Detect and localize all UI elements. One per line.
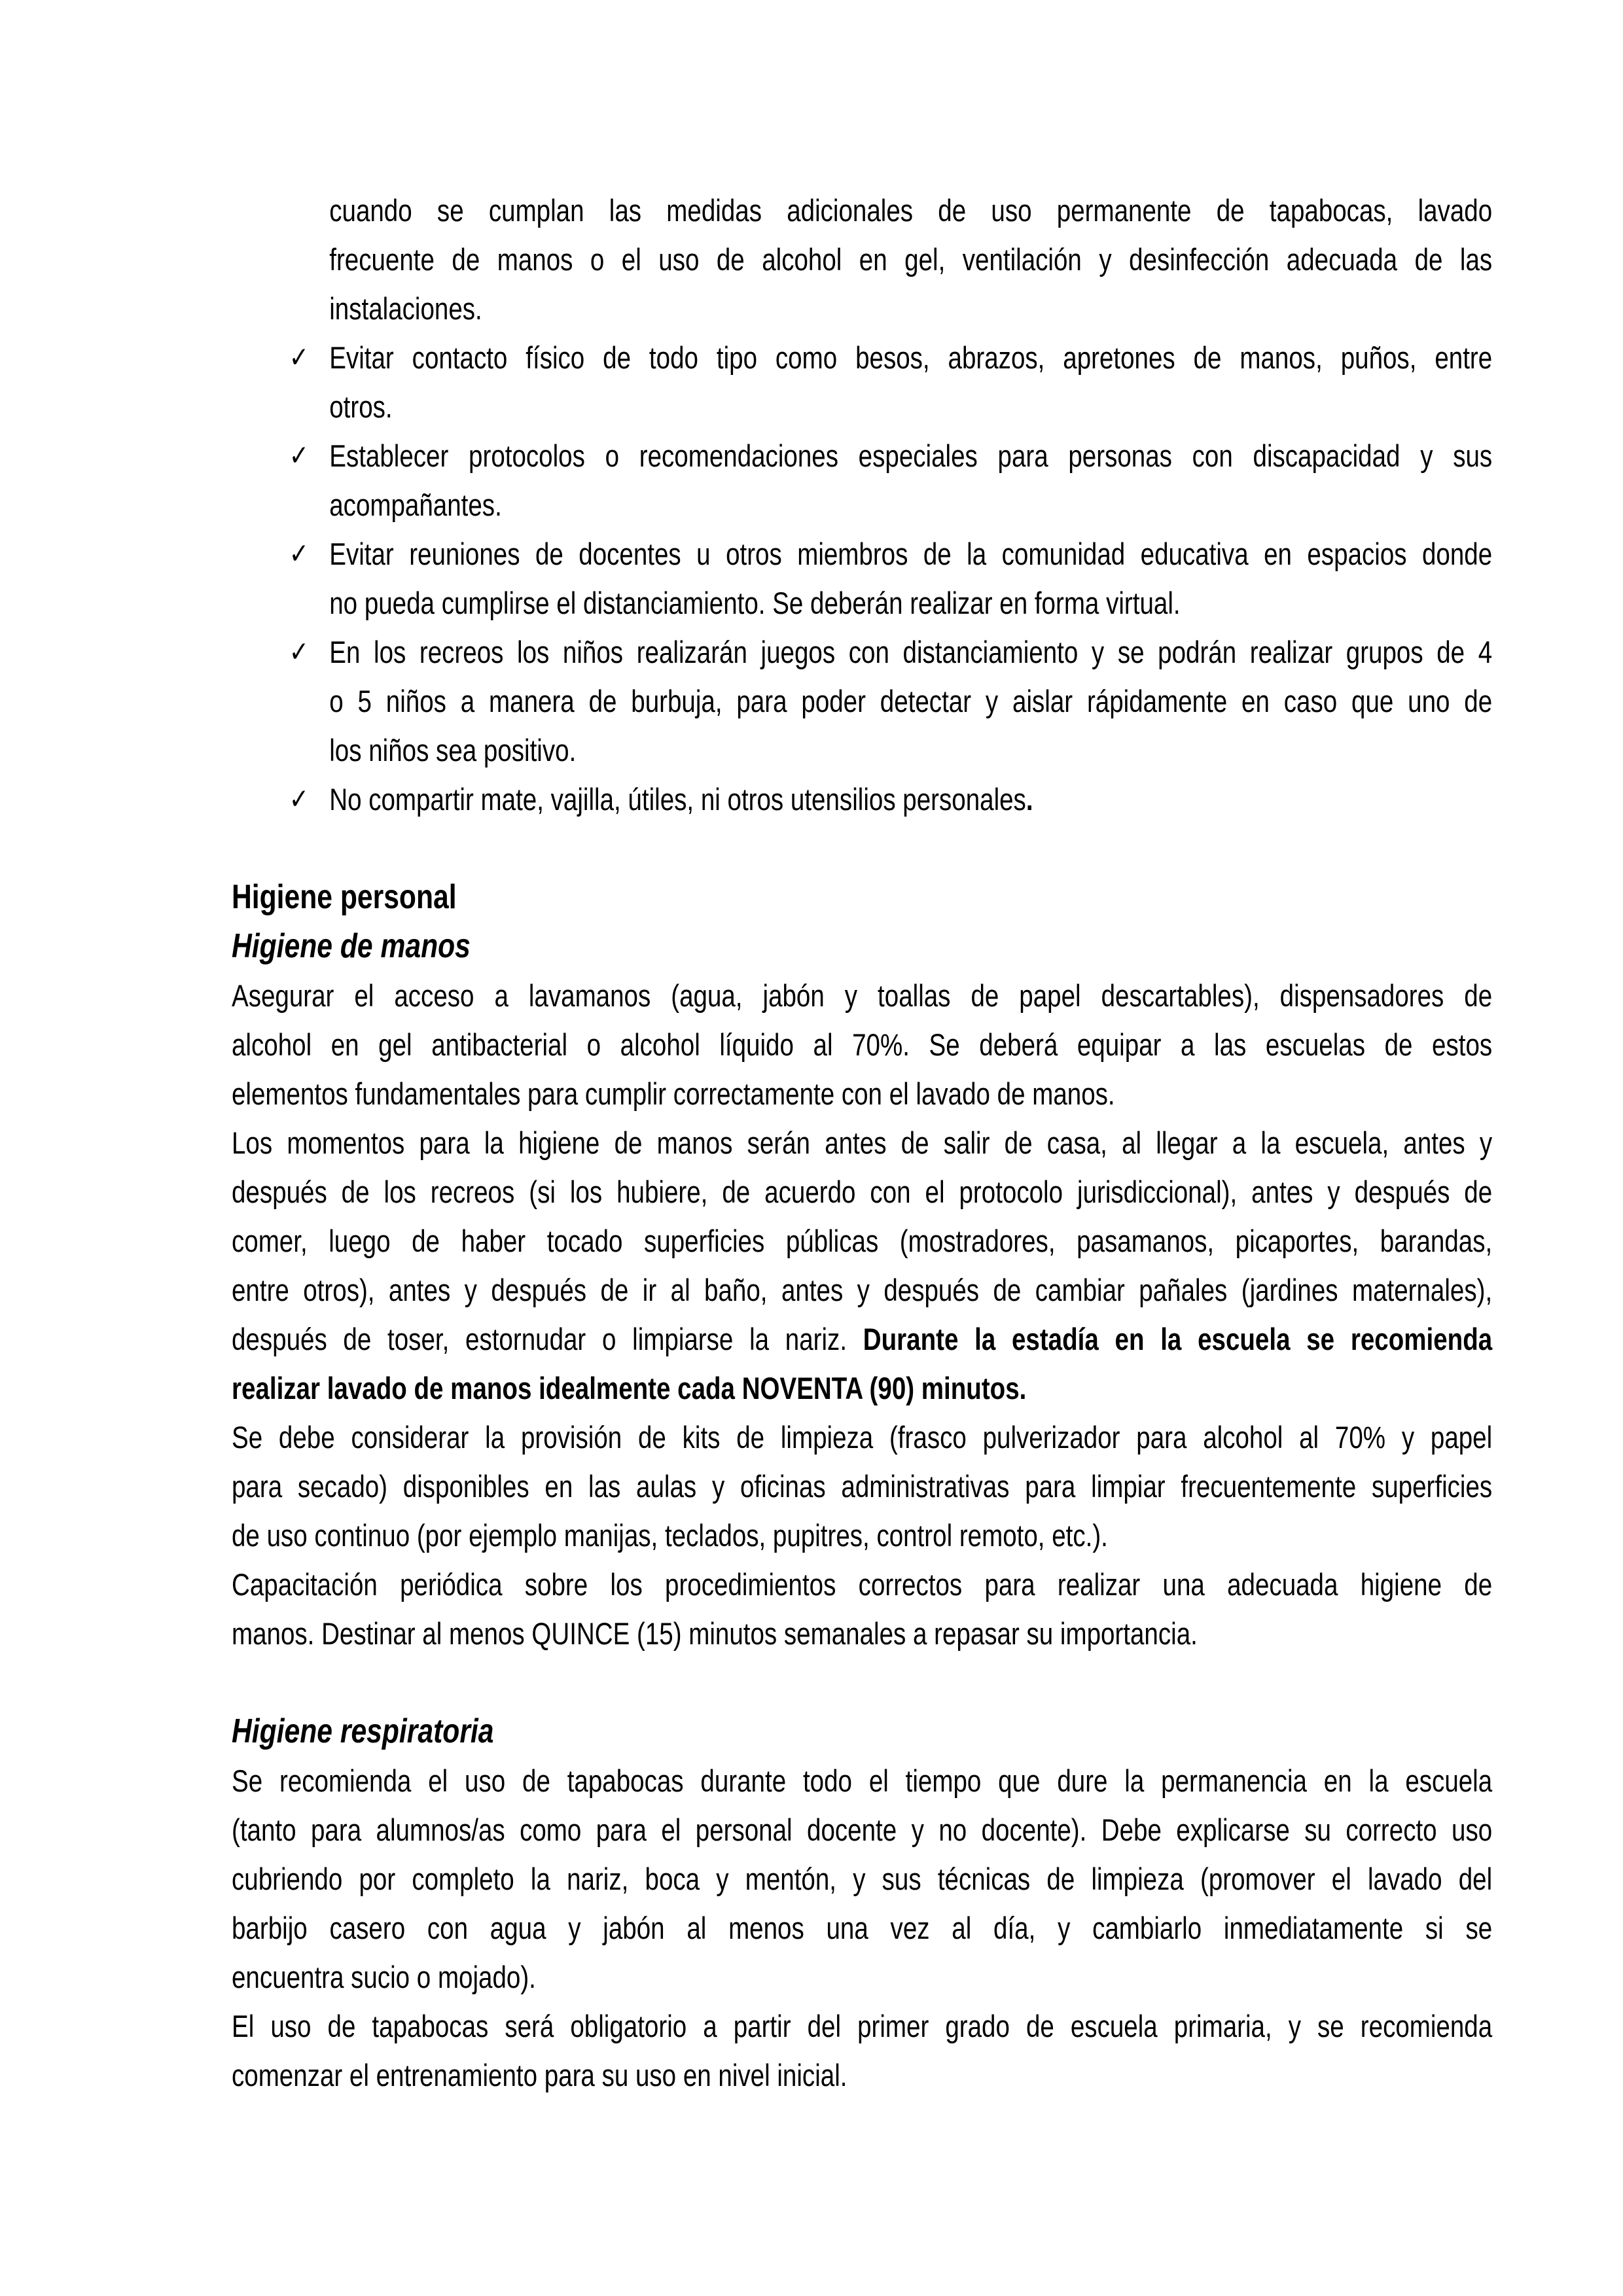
text-line: o 5 niños a manera de burbuja, para poder detectar y aislar rápidamente en caso que uno de [329, 684, 1493, 718]
text-run: No compartir mate, vajilla, útiles, ni otros utensilios personales [329, 782, 1026, 817]
text-line: barbijo casero con agua y jabón al menos una vez al día, y cambiarlo inmediatamente si se [232, 1911, 1493, 1945]
text-line: comer, luego de haber tocado superficies públicas (mostradores, pasamanos, picaportes, barandas, [232, 1224, 1493, 1258]
text-line: El uso de tapabocas será obligatorio a partir del primer grado de escuela primaria, y se recomienda [232, 2009, 1493, 2043]
text-line: (tanto para alumnos/as como para el personal docente y no docente). Debe explicarse su correcto uso [232, 1812, 1493, 1847]
text-run: después de toser, estornudar o limpiarse la nariz. [232, 1322, 863, 1356]
paragraph-capacitacion [232, 1560, 1492, 1658]
subsection-heading-higiene-respiratoria: Higiene respiratoria [232, 1712, 494, 1750]
text-line: los niños sea positivo. [329, 733, 577, 768]
text-line: En los recreos los niños realizarán juegos con distanciamiento y se podrán realizar grupos de 4 [329, 635, 1493, 669]
paragraph-tapabocas-obligatorio [232, 2002, 1492, 2100]
text-line: después de los recreos (si los hubiere, de acuerdo con el protocolo jurisdiccional), antes y después de [232, 1174, 1493, 1209]
text-line: entre otros), antes y después de ir al baño, antes y después de cambiar pañales (jardines maternales), [232, 1273, 1493, 1307]
bullet-item-reuniones-docentes [232, 529, 1492, 627]
text-line: instalaciones. [329, 291, 482, 326]
text-line: Evitar contacto físico de todo tipo como besos, abrazos, apretones de manos, puños, entre [329, 340, 1493, 375]
checkmark-icon: ✓ [289, 636, 309, 668]
checkmark-icon: ✓ [289, 342, 309, 374]
text-line: Evitar reuniones de docentes u otros miembros de la comunidad educativa en espacios donde [329, 537, 1493, 571]
subsection-heading-higiene-de-manos: Higiene de manos [232, 927, 471, 965]
text-line: cuando se cumplan las medidas adicionales de uso permanente de tapabocas, lavado [329, 193, 1493, 228]
text-line: Asegurar el acceso a lavamanos (agua, jabón y toallas de papel descartables), dispensadores de [232, 978, 1493, 1013]
text-line: Capacitación periódica sobre los procedimientos correctos para realizar una adecuada higiene de [232, 1567, 1493, 1602]
text-run-bold: . [1026, 782, 1033, 817]
blank-line [232, 1658, 1492, 1707]
paragraph-momentos-higiene [232, 1118, 1492, 1413]
paragraph-kits-limpieza [232, 1413, 1492, 1560]
text-line: Establecer protocolos o recomendaciones especiales para personas con discapacidad y sus [329, 438, 1493, 473]
text-line: para secado) disponibles en las aulas y oficinas administrativas para limpiar frecuentemente superficies [232, 1469, 1493, 1504]
text-line: Los momentos para la higiene de manos serán antes de salir de casa, al llegar a la escuela, antes y [232, 1125, 1493, 1160]
checkmark-icon: ✓ [289, 538, 309, 570]
text-line: elementos fundamentales para cumplir correctamente con el lavado de manos. [232, 1076, 1115, 1111]
text-line: no pueda cumplirse el distanciamiento. Se deberán realizar en forma virtual. [329, 586, 1181, 620]
text-line: alcohol en gel antibacterial o alcohol líquido al 70%. Se deberá equipar a las escuelas de estos [232, 1027, 1493, 1062]
text-line: Se recomienda el uso de tapabocas durante todo el tiempo que dure la permanencia en la escuela [232, 1763, 1493, 1798]
paragraph-uso-tapabocas [232, 1756, 1492, 2002]
text-line-bold: realizar lavado de manos idealmente cada NOVENTA (90) minutos. [232, 1371, 1027, 1405]
blank-line [232, 824, 1492, 873]
paragraph-intro-continuation [329, 186, 1492, 333]
text-line: otros. [329, 389, 393, 424]
text-line [232, 1315, 1492, 1364]
text-line: de uso continuo (por ejemplo manijas, teclados, pupitres, control remoto, etc.). [232, 1518, 1108, 1553]
text-line: cubriendo por completo la nariz, boca y mentón, y sus técnicas de limpieza (promover el lavado del [232, 1862, 1493, 1896]
text-line: comenzar el entrenamiento para su uso en nivel inicial. [232, 2058, 847, 2093]
text-line: acompañantes. [329, 487, 502, 522]
text-line [329, 775, 1492, 824]
checkmark-icon: ✓ [289, 440, 309, 472]
text-line: frecuente de manos o el uso de alcohol en gel, ventilación y desinfección adecuada de las [329, 242, 1493, 277]
bullet-item-contacto-fisico [232, 333, 1492, 431]
bullet-item-recreos-burbuja [232, 627, 1492, 775]
text-line: Se debe considerar la provisión de kits de limpieza (frasco pulverizador para alcohol al 70% y papel [232, 1420, 1493, 1455]
paragraph-lavamanos [232, 971, 1492, 1118]
checkmark-icon: ✓ [289, 783, 309, 815]
bullet-item-protocolos-discapacidad [232, 431, 1492, 529]
document-content [232, 186, 1492, 2100]
text-line: manos. Destinar al menos QUINCE (15) minutos semanales a repasar su importancia. [232, 1616, 1198, 1651]
text-line: encuentra sucio o mojado). [232, 1960, 536, 1994]
bullet-item-no-compartir [232, 775, 1492, 824]
text-run-bold: Durante la estadía en la escuela se recomienda [863, 1322, 1493, 1356]
section-heading-higiene-personal: Higiene personal [232, 878, 457, 916]
